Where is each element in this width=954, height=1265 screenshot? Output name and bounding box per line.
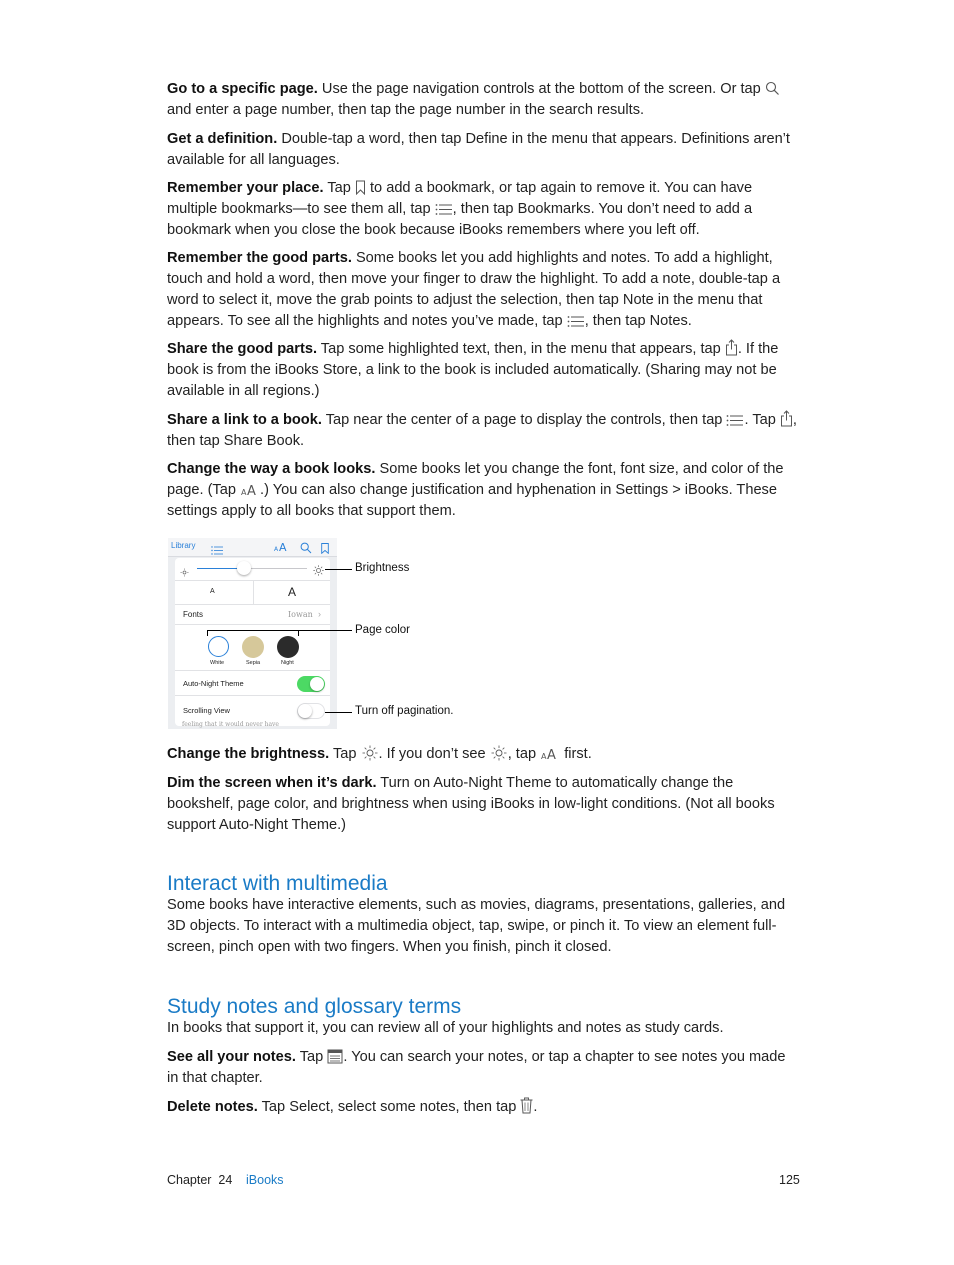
ibooks-settings-screenshot [168, 538, 337, 729]
sepia-swatch[interactable] [242, 636, 264, 658]
svg-text:A: A [241, 488, 247, 497]
brightness-low-icon [180, 564, 189, 582]
para-study-notes: In books that support it, you can review all of your highlights and notes as study cards. [167, 1020, 724, 1036]
para-dim-screen: Dim the screen when it’s dark. Turn on Auto-Night Theme to automatically change the bookshelf, page color, and brightness when using iBooks in low-light conditions. (Not all books support Auto-Night Theme.) [167, 775, 775, 833]
auto-night-label: Auto-Night Theme [183, 679, 244, 688]
page-color-callout-line [207, 630, 352, 631]
brightness-icon [361, 745, 379, 761]
svg-text:A: A [541, 752, 547, 761]
fonts-row[interactable] [175, 605, 330, 625]
section-heading-multimedia: Interact with multimedia [167, 872, 388, 895]
page-color-row [175, 625, 330, 671]
brightness-icon [490, 745, 508, 761]
library-button[interactable]: Library [171, 541, 196, 550]
page-number: 125 [779, 1173, 800, 1187]
para-go-to-page: Go to a specific page. Use the page navigation controls at the bottom of the screen. Or tap and enter a page number, then tap the page number in the search results. [167, 79, 799, 121]
para-title: Go to a specific page. [167, 81, 318, 97]
font-size-row [175, 581, 330, 605]
search-icon[interactable] [300, 541, 312, 559]
para-share-link: Share a link to a book. Tap near the center of a page to display the controls, then tap . Tap , then tap Share Book. [167, 412, 797, 449]
brightness-slider-knob[interactable] [237, 561, 251, 575]
svg-text:A: A [279, 541, 287, 553]
background-book-text: feeling that it would never have [182, 721, 279, 728]
pagination-callout: Turn off pagination. [355, 705, 454, 717]
brightness-row [175, 558, 330, 581]
svg-text:A: A [274, 546, 279, 553]
para-change-look: Change the way a book looks. Some books let you change the font, font size, and color of the page. (Tap A A .) You can also change justification and hyphenation in Settings > iBooks. These settings apply to all books that support them. [167, 461, 784, 519]
chevron-right-icon: › [318, 609, 321, 619]
para-multimedia: Some books have interactive elements, such as movies, diagrams, presentations, galleries, and 3D objects. To interact with a multimedia object, tap, swipe, or pinch it. To view an element full-screen, pinch open with two fingers. When you finish, pinch it closed. [167, 897, 786, 955]
table-of-contents-icon [435, 203, 453, 216]
increase-font-button[interactable]: A [288, 585, 297, 599]
para-get-definition: Get a definition. Double-tap a word, then tap Define in the menu that appears. Definitions aren’t available for all languages. [167, 131, 790, 168]
font-size-icon [540, 747, 560, 761]
notes-icon [327, 1049, 343, 1064]
footer-chapter-link[interactable]: iBooks [246, 1173, 284, 1187]
para-remember-place: Remember your place. Tap to add a bookmark, or tap again to remove it. You can have multiple bookmarks—to see them all, tap , then tap Bookmarks. You don’t need to add a bookmark when you close the book because iBooks remembers where you left off. [167, 180, 753, 238]
appearance-popover [175, 558, 330, 726]
decrease-font-button[interactable]: A [210, 588, 215, 595]
swatch-label: White [210, 660, 225, 666]
para-change-brightness: Change the brightness. Tap . If you don’t see , tap A A first. [167, 746, 592, 762]
scrolling-view-label: Scrolling View [183, 706, 230, 715]
svg-text:A: A [547, 748, 557, 761]
brightness-callout: Brightness [355, 562, 410, 574]
search-icon [765, 81, 781, 96]
swatch-label: Sepia [246, 660, 261, 666]
para-share-good-parts: Share the good parts. Tap some highlighted text, then, in the menu that appears, tap . If the book is from the iBooks Store, a link to the book is included automatically. (Sharing may not be available in all regions.) [167, 341, 779, 399]
svg-text:A: A [247, 484, 256, 497]
fonts-value: Iowan [288, 610, 313, 619]
share-icon [725, 339, 738, 356]
para-delete-notes: Delete notes. Tap Select, select some notes, then tap . [167, 1099, 538, 1115]
white-swatch[interactable] [208, 636, 229, 657]
para-see-notes: See all your notes. Tap . You can search your notes, or tap a chapter to see notes you made in that chapter. [167, 1049, 786, 1086]
fonts-label: Fonts [183, 610, 204, 619]
trash-icon [520, 1097, 533, 1114]
auto-night-toggle[interactable] [297, 676, 325, 692]
share-icon [780, 410, 793, 427]
footer-chapter: Chapter 24 [167, 1173, 233, 1187]
swatch-label: Night [281, 660, 294, 666]
section-heading-study-notes: Study notes and glossary terms [167, 995, 462, 1018]
auto-night-row [175, 671, 330, 696]
brightness-high-icon [313, 563, 324, 581]
brightness-slider[interactable] [197, 568, 307, 569]
bookmark-icon [355, 180, 366, 195]
pagination-callout-line [325, 712, 352, 713]
table-of-contents-icon [726, 414, 744, 427]
bookmark-icon[interactable] [321, 541, 329, 559]
scrolling-view-toggle[interactable] [297, 703, 325, 719]
font-size-icon[interactable] [274, 539, 290, 558]
font-size-icon [240, 483, 260, 497]
para-remember-good-parts: Remember the good parts. Some books let you add highlights and notes. To add a highlight, touch and hold a word, then move your finger to draw the highlight. To add a note, double-tap a word to select it, move the grab points to adjust the selection, then tap Note in the menu that appears. To see all the highlights and notes you’ve made, tap , then tap Notes. [167, 250, 781, 329]
toolbar [168, 538, 337, 557]
page-color-callout: Page color [355, 624, 410, 636]
table-of-contents-icon [567, 315, 585, 328]
brightness-callout-line [325, 569, 352, 570]
night-swatch[interactable] [277, 636, 299, 658]
